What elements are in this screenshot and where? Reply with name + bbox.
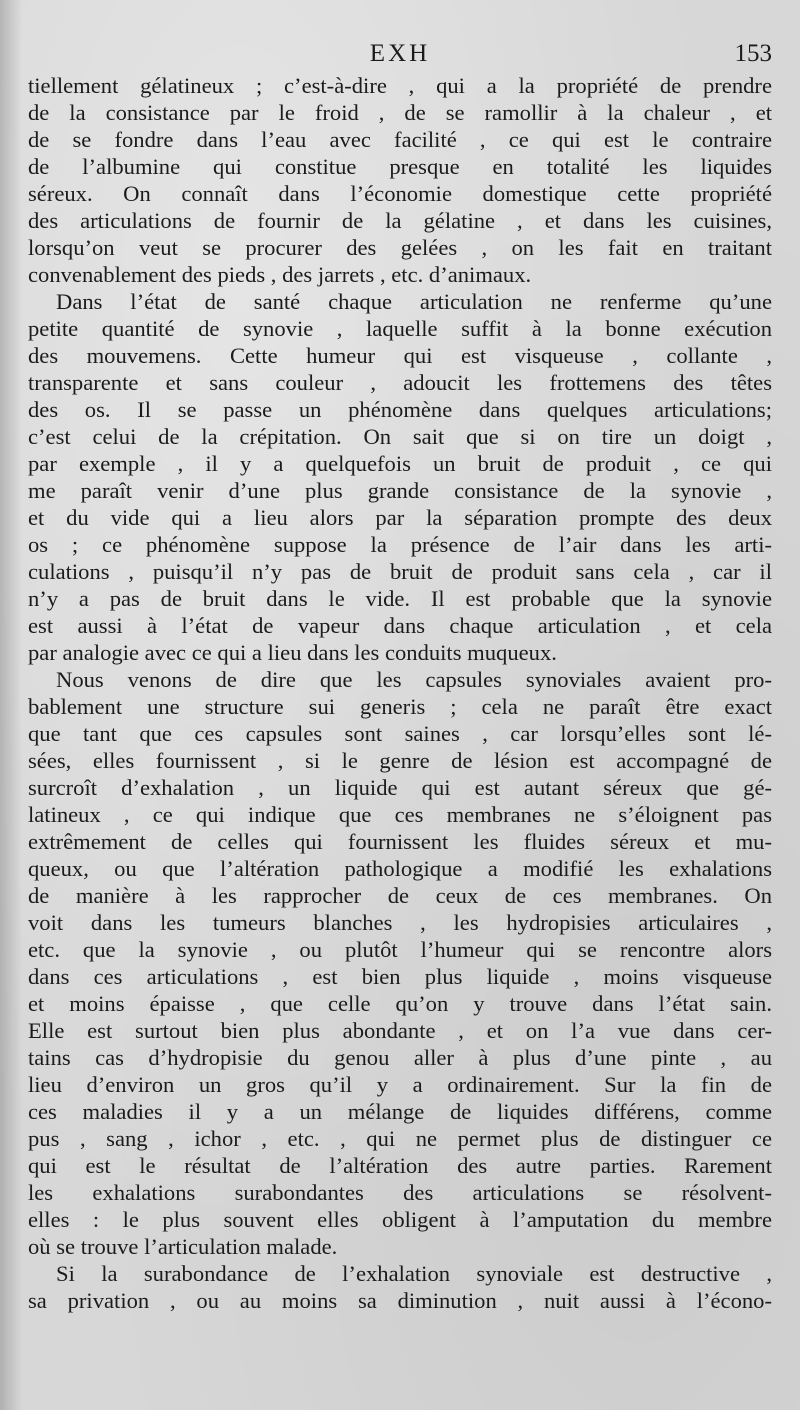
text-line: queux, ou que l’altération pathologique a modifié les exhalations [28,856,772,881]
page-number: 153 [734,40,772,67]
text-line: les exhalations surabondantes des articulations se résolvent- [28,1180,772,1205]
text-line: séreux. On connaît dans l’économie domestique cette propriété [28,181,772,206]
text-line: extrêmement de celles qui fournissent les fluides séreux et mu- [28,829,772,854]
running-head [28,40,772,72]
text-line: Nous venons de dire que les capsules synoviales avaient pro- [56,667,772,692]
running-head-title: EXH [369,40,431,67]
text-line: bablement une structure sui generis ; cela ne paraît être exact [28,694,772,719]
gutter-shadow [0,0,22,1410]
text-line: sa privation , ou au moins sa diminution , nuit aussi à l’écono- [28,1288,772,1313]
text-line: surcroît d’exhalation , un liquide qui est autant séreux que gé- [28,775,772,800]
text-line: n’y a pas de bruit dans le vide. Il est probable que la synovie [28,586,772,611]
text-line: est aussi à l’état de vapeur dans chaque articulation , et cela [28,613,772,638]
text-line: de l’albumine qui constitue presque en totalité les liquides [28,154,772,179]
text-line: voit dans les tumeurs blanches , les hydropisies articulaires , [28,910,772,935]
text-line: Elle est surtout bien plus abondante , et on l’a vue dans cer- [28,1018,772,1043]
text-line: et du vide qui a lieu alors par la séparation prompte des deux [28,505,772,530]
text-line: transparente et sans couleur , adoucit les frottemens des têtes [28,370,772,395]
text-line: etc. que la synovie , ou plutôt l’humeur qui se rencontre alors [28,937,772,962]
text-line: par analogie avec ce qui a lieu dans les conduits muqueux. [28,640,557,665]
text-line: Dans l’état de santé chaque articulation ne renferme qu’une [56,289,772,314]
text-line: convenablement des pieds , des jarrets , etc. d’animaux. [28,262,532,287]
text-line: par exemple , il y a quelquefois un bruit de produit , ce qui [28,451,772,476]
text-line: petite quantité de synovie , laquelle suffit à la bonne exécution [28,316,772,341]
text-line: de se fondre dans l’eau avec facilité , ce qui est le contraire [28,127,772,152]
text-line: elles : le plus souvent elles obligent à l’amputation du membre [28,1207,772,1232]
text-line: dans ces articulations , est bien plus liquide , moins visqueuse [28,964,772,989]
text-line: qui est le résultat de l’altération des autre parties. Rarement [28,1153,772,1178]
text-line: que tant que ces capsules sont saines , car lorsqu’elles sont lé- [28,721,772,746]
text-line: de manière à les rapprocher de ceux de ces membranes. On [28,883,772,908]
text-line: tiellement gélatineux ; c’est-à-dire , qui a la propriété de prendre [28,73,772,98]
text-line: os ; ce phénomène suppose la présence de l’air dans les arti- [28,532,772,557]
text-line: des mouvemens. Cette humeur qui est visqueuse , collante , [28,343,772,368]
text-line: où se trouve l’articulation malade. [28,1234,338,1259]
text-line: ces maladies il y a un mélange de liquides différens, comme [28,1099,772,1124]
text-line: me paraît venir d’une plus grande consistance de la synovie , [28,478,772,503]
text-line: lorsqu’on veut se procurer des gelées , on les fait en traitant [28,235,772,260]
text-line: des os. Il se passe un phénomène dans quelques articulations; [28,397,772,422]
text-line: sées, elles fournissent , si le genre de lésion est accompagné de [28,748,772,773]
text-line: tains cas d’hydropisie du genou aller à plus d’une pinte , au [28,1045,772,1070]
text-line: Si la surabondance de l’exhalation synoviale est destructive , [56,1261,772,1286]
text-line: c’est celui de la crépitation. On sait que si on tire un doigt , [28,424,772,449]
text-line: pus , sang , ichor , etc. , qui ne permet plus de distinguer ce [28,1126,772,1151]
text-line: et moins épaisse , que celle qu’on y trouve dans l’état sain. [28,991,772,1016]
text-line: des articulations de fournir de la gélatine , et dans les cuisines, [28,208,772,233]
text-line: latineux , ce qui indique que ces membranes ne s’éloignent pas [28,802,772,827]
text-line: culations , puisqu’il n’y pas de bruit de produit sans cela , car il [28,559,772,584]
text-line: de la consistance par le froid , de se ramollir à la chaleur , et [28,100,772,125]
body-text [28,72,772,1314]
text-line: lieu d’environ un gros qu’il y a ordinairement. Sur la fin de [28,1072,772,1097]
